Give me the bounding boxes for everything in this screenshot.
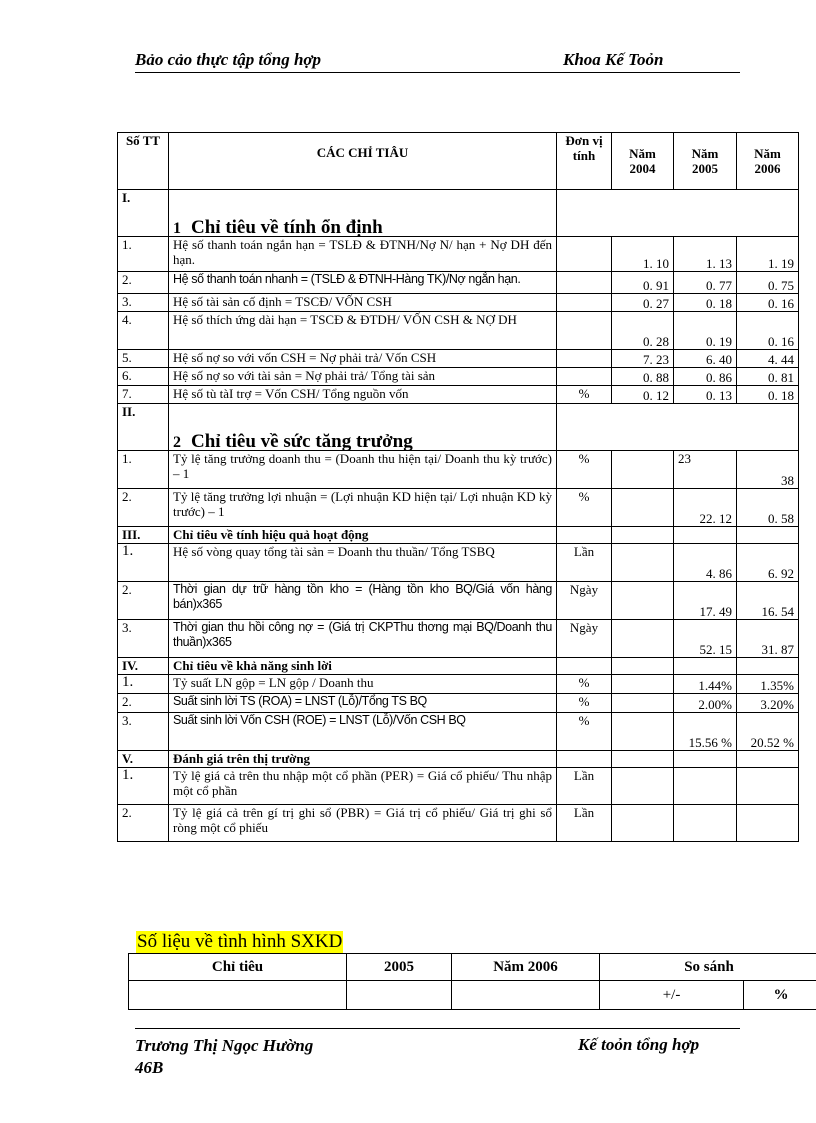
sxkd-header-compare: So sánh — [600, 954, 816, 981]
section-blank — [557, 751, 612, 768]
value-2004 — [612, 620, 674, 658]
row-stt: 2. — [118, 805, 169, 842]
col-header-indicator: CÁC CHỈ TIÂU — [169, 133, 557, 190]
value-2006: 38 — [737, 451, 799, 489]
value-2004 — [612, 713, 674, 751]
value-2004: 0. 12 — [612, 386, 674, 404]
footer-right: Kế toỏn tổng hợp — [578, 1035, 700, 1054]
section-row — [118, 658, 799, 675]
value-2004: 7. 23 — [612, 350, 674, 368]
row-label: Tỷ suất LN gộp = LN gộp / Doanh thu — [169, 675, 557, 694]
value-2004 — [612, 694, 674, 713]
row-stt: 3. — [118, 294, 169, 312]
value-2005: 6. 40 — [674, 350, 737, 368]
section-roman: IV. — [118, 658, 169, 675]
sxkd-cell — [452, 981, 600, 1010]
value-2004 — [612, 582, 674, 620]
value-2004 — [612, 675, 674, 694]
row-unit — [557, 272, 612, 294]
row-unit: Lần — [557, 544, 612, 582]
row-stt: 3. — [118, 713, 169, 751]
section-number: 1 — [173, 220, 181, 237]
row-stt: 2. — [118, 582, 169, 620]
value-2004: 0. 88 — [612, 368, 674, 386]
table-row — [118, 237, 799, 272]
section-title — [169, 190, 557, 237]
section-blank — [737, 527, 799, 544]
row-unit: % — [557, 451, 612, 489]
value-2004: 0. 91 — [612, 272, 674, 294]
row-stt: 1. — [118, 237, 169, 272]
section-number: 2 — [173, 434, 181, 451]
row-unit: % — [557, 713, 612, 751]
sxkd-cell — [347, 981, 452, 1010]
value-2006 — [737, 805, 799, 842]
row-stt: 7. — [118, 386, 169, 404]
row-unit: Ngày — [557, 620, 612, 658]
row-label: Hệ số nợ so với vốn CSH = Nợ phải trả/ Vốn CSH — [169, 350, 557, 368]
section-title — [169, 404, 557, 451]
value-2005 — [674, 805, 737, 842]
table-row — [118, 312, 799, 350]
row-label: Hệ số thanh toán nhanh = (TSLĐ & ĐTNH-Hàng TK)/Nợ ngắn hạn. — [169, 272, 557, 294]
header-right: Khoa Kế Toỏn — [563, 50, 664, 69]
row-label: Tỷ lệ giá cả trên gí trị ghi sổ (PBR) = Giá trị cổ phiếu/ Giá trị ghi sổ ròng một cổ phiếu — [169, 805, 557, 842]
row-label: Hệ số thanh toán ngắn hạn = TSLĐ & ĐTNH/Nợ N/ hạn + Nợ DH đến hạn. — [169, 237, 557, 272]
value-2006: 0. 75 — [737, 272, 799, 294]
value-2004: 0. 28 — [612, 312, 674, 350]
section-blank — [557, 190, 799, 237]
row-unit: Lần — [557, 768, 612, 805]
table-row — [118, 368, 799, 386]
sxkd-header-diff: +/- — [600, 981, 744, 1010]
table-row — [118, 768, 799, 805]
row-unit — [557, 312, 612, 350]
row-label: Hệ số tài sản cố định = TSCĐ/ VỐN CSH — [169, 294, 557, 312]
value-2005: 1.44% — [674, 675, 737, 694]
row-stt: 1. — [118, 544, 169, 582]
value-2004: 0. 27 — [612, 294, 674, 312]
section2-title: Số liệu về tình hình SXKD — [137, 931, 343, 952]
table-row — [118, 805, 799, 842]
row-unit: % — [557, 694, 612, 713]
section-row — [118, 527, 799, 544]
table-row — [118, 620, 799, 658]
row-stt: 3. — [118, 620, 169, 658]
row-stt: 6. — [118, 368, 169, 386]
row-stt: 1. — [118, 451, 169, 489]
table-row — [118, 713, 799, 751]
section-blank — [557, 527, 612, 544]
row-stt: 1. — [118, 675, 169, 694]
row-unit — [557, 350, 612, 368]
sxkd-header-2006: Năm 2006 — [452, 954, 600, 981]
value-2006: 0. 58 — [737, 489, 799, 527]
row-label: Hệ số vòng quay tổng tài sản = Doanh thu thuần/ Tổng TSBQ — [169, 544, 557, 582]
value-2006: 0. 16 — [737, 294, 799, 312]
footer-name: Trương Thị Ngọc Hường — [135, 1036, 314, 1055]
table-row — [118, 386, 799, 404]
row-unit — [557, 294, 612, 312]
row-unit: % — [557, 675, 612, 694]
section-blank — [557, 658, 612, 675]
section-title: Chỉ tiêu về tính hiệu quả hoạt động — [169, 527, 557, 544]
section-row — [118, 404, 799, 451]
value-2006: 0. 16 — [737, 312, 799, 350]
sxkd-subheader-row — [129, 981, 816, 1010]
value-2005: 0. 18 — [674, 294, 737, 312]
footer-class: 46B — [135, 1058, 164, 1077]
section-blank — [737, 751, 799, 768]
table-row — [118, 489, 799, 527]
value-2006: 0. 18 — [737, 386, 799, 404]
value-2006: 1.35% — [737, 675, 799, 694]
value-2005: 22. 12 — [674, 489, 737, 527]
row-unit: % — [557, 386, 612, 404]
value-2006 — [737, 768, 799, 805]
row-label: Hệ số tù tàI trợ = Vốn CSH/ Tổng nguồn vốn — [169, 386, 557, 404]
indicators-table — [117, 132, 799, 842]
row-unit — [557, 237, 612, 272]
row-stt: 4. — [118, 312, 169, 350]
table-row — [118, 675, 799, 694]
value-2006: 3.20% — [737, 694, 799, 713]
value-2006: 31. 87 — [737, 620, 799, 658]
table-row — [118, 272, 799, 294]
row-label: Suất sinh lời Vốn CSH (ROE) = LNST (Lỗ)/Vốn CSH BQ — [169, 713, 557, 751]
section-row — [118, 190, 799, 237]
table-row — [118, 451, 799, 489]
value-2005: 0. 77 — [674, 272, 737, 294]
value-2005: 23 — [674, 451, 737, 489]
section-label: Chỉ tiêu về tính ổn định — [191, 217, 383, 238]
value-2006: 6. 92 — [737, 544, 799, 582]
value-2006: 16. 54 — [737, 582, 799, 620]
value-2005: 0. 86 — [674, 368, 737, 386]
section-blank — [612, 751, 674, 768]
row-label: Hệ số nợ so với tài sản = Nợ phải trả/ Tổng tài sản — [169, 368, 557, 386]
section-blank — [557, 404, 799, 451]
section-blank — [612, 658, 674, 675]
value-2005: 52. 15 — [674, 620, 737, 658]
section-roman: III. — [118, 527, 169, 544]
row-label: Hệ số thích ứng dài hạn = TSCĐ & ĐTDH/ VỐN CSH & NỢ DH — [169, 312, 557, 350]
row-label: Suất sinh lời TS (ROA) = LNST (Lỗ)/Tổng TS BQ — [169, 694, 557, 713]
page-header — [135, 50, 740, 73]
col-header-2005: Năm 2005 — [674, 133, 737, 190]
row-label: Tỷ lệ giá cả trên thu nhập một cổ phần (PER) = Giá cổ phiếu/ Thu nhập một cổ phần — [169, 768, 557, 805]
sxkd-header-row — [129, 954, 816, 981]
value-2004 — [612, 544, 674, 582]
table-row — [118, 294, 799, 312]
page-footer — [135, 1028, 740, 1077]
value-2006: 4. 44 — [737, 350, 799, 368]
value-2004 — [612, 768, 674, 805]
value-2004 — [612, 451, 674, 489]
table-row — [118, 350, 799, 368]
row-unit: Lần — [557, 805, 612, 842]
value-2005: 1. 13 — [674, 237, 737, 272]
table-row — [118, 694, 799, 713]
row-label: Thời gian thu hồi công nợ = (Giá trị CKPThu thơng mại BQ/Doanh thu thuần)x365 — [169, 620, 557, 658]
value-2006: 1. 19 — [737, 237, 799, 272]
table-row — [118, 544, 799, 582]
section-blank — [612, 527, 674, 544]
section-roman: II. — [118, 404, 169, 451]
col-header-2006: Năm 2006 — [737, 133, 799, 190]
section-title: Chỉ tiêu về khả năng sinh lời — [169, 658, 557, 675]
row-unit — [557, 368, 612, 386]
table-header-row — [118, 133, 799, 190]
section-title: Đánh giá trên thị trường — [169, 751, 557, 768]
row-unit: % — [557, 489, 612, 527]
value-2005: 4. 86 — [674, 544, 737, 582]
col-header-2004: Năm 2004 — [612, 133, 674, 190]
table-row — [118, 582, 799, 620]
col-header-stt: Số TT — [118, 133, 169, 190]
section-blank — [674, 658, 737, 675]
section-roman: V. — [118, 751, 169, 768]
section-label: Chỉ tiêu về sức tăng trưởng — [191, 431, 413, 452]
section-blank — [737, 658, 799, 675]
header-left: Bảo cảo thực tập tổng hợp — [135, 50, 322, 69]
row-label: Thời gian dự trữ hàng tồn kho = (Hàng tồn kho BQ/Giá vốn hàng bán)x365 — [169, 582, 557, 620]
value-2005: 2.00% — [674, 694, 737, 713]
sxkd-header-indicator: Chỉ tiêu — [129, 954, 347, 981]
col-header-unit: Đơn vị tính — [557, 133, 612, 190]
section-row — [118, 751, 799, 768]
row-stt: 2. — [118, 694, 169, 713]
value-2005: 0. 19 — [674, 312, 737, 350]
sxkd-header-2005: 2005 — [347, 954, 452, 981]
sxkd-header-pct: % — [744, 981, 816, 1010]
value-2004: 1. 10 — [612, 237, 674, 272]
section-blank — [674, 751, 737, 768]
row-label: Tỷ lệ tăng trưởng lợi nhuận = (Lợi nhuận KD hiện tại/ Lợi nhuận KD kỳ trước) – 1 — [169, 489, 557, 527]
section-blank — [674, 527, 737, 544]
sxkd-cell — [129, 981, 347, 1010]
value-2005 — [674, 768, 737, 805]
sxkd-table — [128, 953, 816, 1010]
value-2006: 0. 81 — [737, 368, 799, 386]
row-stt: 2. — [118, 272, 169, 294]
value-2005: 17. 49 — [674, 582, 737, 620]
value-2005: 0. 13 — [674, 386, 737, 404]
value-2004 — [612, 805, 674, 842]
row-label: Tỷ lệ tăng trưởng doanh thu = (Doanh thu hiện tại/ Doanh thu kỳ trước) – 1 — [169, 451, 557, 489]
row-unit: Ngày — [557, 582, 612, 620]
value-2006: 20.52 % — [737, 713, 799, 751]
row-stt: 5. — [118, 350, 169, 368]
row-stt: 2. — [118, 489, 169, 527]
value-2005: 15.56 % — [674, 713, 737, 751]
value-2004 — [612, 489, 674, 527]
row-stt: 1. — [118, 768, 169, 805]
section-roman: I. — [118, 190, 169, 237]
